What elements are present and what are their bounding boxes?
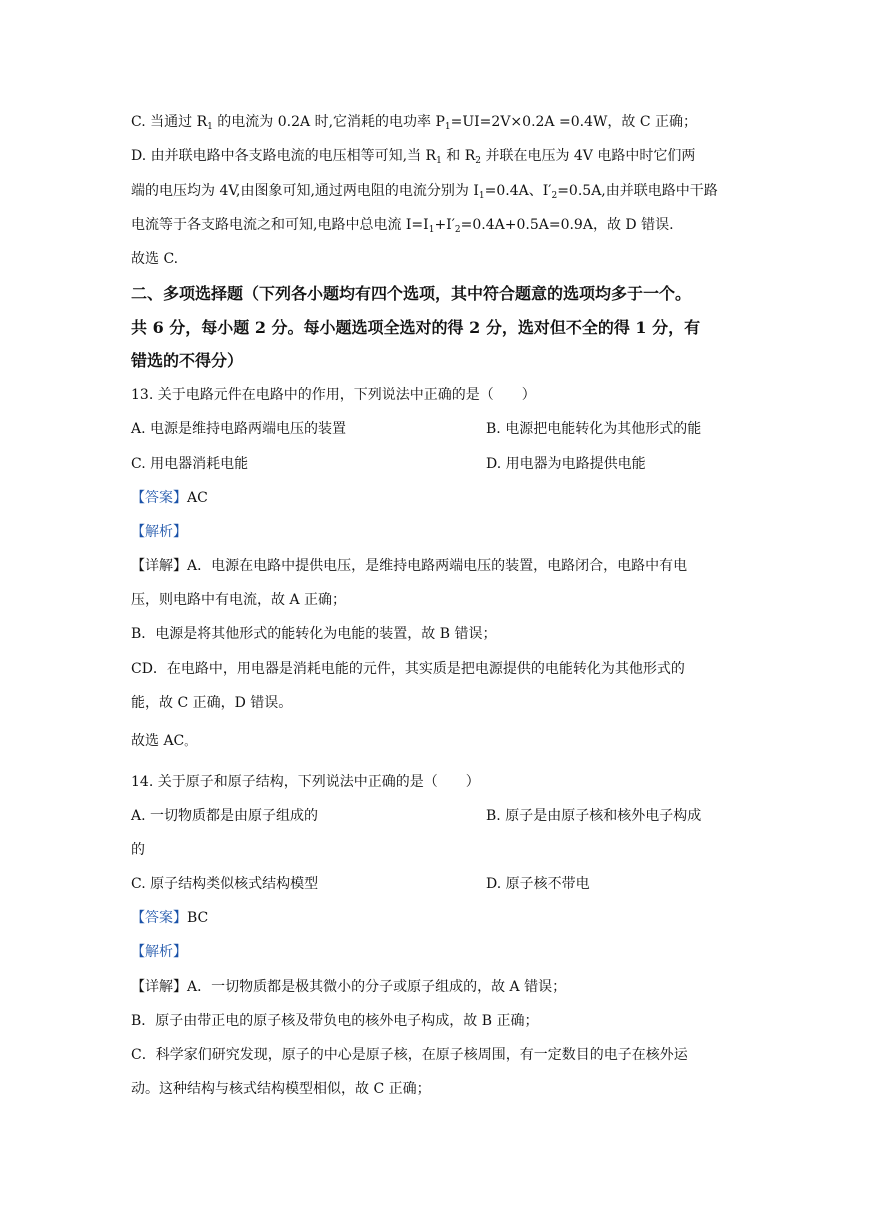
answer-tag: 【答案】 bbox=[131, 490, 187, 506]
subscript: 2 bbox=[551, 191, 558, 201]
text: D. 由并联电路中各支路电流的电压相等可知,当 R bbox=[131, 148, 437, 164]
q13-detail-line1 bbox=[131, 557, 687, 575]
answer-value: AC bbox=[187, 490, 208, 506]
q14-option-d: D. 原子核不带电 bbox=[486, 876, 590, 892]
text: =0.5A,由并联电路中干路 bbox=[557, 183, 718, 199]
q13-option-a: A. 电源是维持电路两端电压的装置 bbox=[131, 421, 347, 437]
detail-text: A．一切物质都是极其微小的分子或原子组成的，故 A 错误； bbox=[187, 979, 567, 995]
section-heading-line3: 错选的不得分） bbox=[131, 351, 244, 370]
subscript: 1 bbox=[207, 122, 213, 132]
text: 端的电压均为 4V,由图象可知,通过两电阻的电流分别为 I bbox=[131, 183, 479, 199]
subscript: 2 bbox=[475, 156, 481, 166]
q13-option-b: B. 电源把电能转化为其他形式的能 bbox=[486, 421, 702, 437]
q12-option-d-analysis-line1 bbox=[131, 147, 695, 167]
q13-stem: 13. 关于电路元件在电路中的作用，下列说法中正确的是（ ） bbox=[131, 387, 536, 403]
q14-option-c: C. 原子结构类似核式结构模型 bbox=[131, 876, 319, 892]
text: 的电流为 0.2A 时,它消耗的电功率 P bbox=[212, 114, 445, 130]
conclusion-text: 故选 AC bbox=[131, 733, 185, 749]
q14-option-b-continued: 的 bbox=[131, 842, 145, 858]
q13-option-d: D. 用电器为电路提供电能 bbox=[486, 456, 646, 472]
q12-conclusion: 故选 C. bbox=[131, 251, 179, 267]
subscript: 1 bbox=[478, 191, 485, 201]
subscript: 1 bbox=[436, 156, 442, 166]
text: C. 当通过 R bbox=[131, 114, 208, 130]
q14-stem: 14. 关于原子和原子结构，下列说法中正确的是（ ） bbox=[131, 774, 480, 790]
q14-answer bbox=[131, 909, 208, 927]
subscript: 1 bbox=[444, 122, 451, 132]
q13-conclusion bbox=[131, 732, 195, 751]
detail-text: A．电源在电路中提供电压，是维持电路两端电压的装置，电路闭合，电路中有电 bbox=[187, 558, 688, 574]
answer-value: BC bbox=[187, 910, 209, 926]
q14-detail-line4: 动。这种结构与核式结构模型相似，故 C 正确； bbox=[131, 1081, 431, 1097]
q13-option-c: C. 用电器消耗电能 bbox=[131, 456, 249, 472]
q14-analysis-tag: 【解析】 bbox=[131, 944, 187, 960]
subscript: 2 bbox=[454, 225, 461, 235]
q12-option-d-analysis-line3 bbox=[131, 216, 674, 236]
section-heading-line1: 二、多项选择题（下列各小题均有四个选项，其中符合题意的选项均多于一个。 bbox=[131, 284, 692, 303]
q13-answer bbox=[131, 489, 208, 507]
text: =0.4A、I′ bbox=[484, 183, 552, 199]
q13-detail-line2: 压，则电路中有电流，故 A 正确； bbox=[131, 592, 347, 608]
detail-tag: 【详解】 bbox=[131, 558, 187, 574]
q14-detail-line3: C．科学家们研究发现，原子的中心是原子核，在原子核周围，有一定数目的电子在核外运 bbox=[131, 1047, 688, 1063]
section-heading-line2: 共 6 分，每小题 2 分。每小题选项全选对的得 2 分，选对但不全的得 1 分，有 bbox=[131, 318, 701, 337]
text: 并联在电压为 4V 电路中时它们两 bbox=[481, 148, 696, 164]
text: +I′ bbox=[434, 217, 455, 233]
subscript: 1 bbox=[428, 225, 435, 235]
text: 和 R bbox=[441, 148, 476, 164]
text: =0.4A+0.5A=0.9A，故 D 错误. bbox=[460, 217, 674, 233]
q13-analysis-tag: 【解析】 bbox=[131, 524, 187, 540]
q14-option-b: B. 原子是由原子核和核外电子构成 bbox=[486, 808, 702, 824]
q14-option-a: A. 一切物质都是由原子组成的 bbox=[131, 808, 319, 824]
text: =UI=2V×0.2A =0.4W，故 C 正确； bbox=[450, 114, 697, 130]
q12-option-c-analysis bbox=[131, 113, 697, 133]
q12-option-d-analysis-line2 bbox=[131, 182, 718, 202]
q14-detail-line1 bbox=[131, 978, 566, 996]
answer-tag: 【答案】 bbox=[131, 910, 187, 926]
conclusion-mark: 。 bbox=[184, 735, 196, 748]
q13-detail-line3: B．电源是将其他形式的能转化为电能的装置，故 B 错误； bbox=[131, 626, 497, 642]
q14-detail-line2: B．原子由带正电的原子核及带负电的核外电子构成，故 B 正确； bbox=[131, 1013, 539, 1029]
q13-detail-line5: 能，故 C 正确，D 错误。 bbox=[131, 695, 293, 711]
text: 电流等于各支路电流之和可知,电路中总电流 I=I bbox=[131, 217, 429, 233]
q13-detail-line4: CD．在电路中，用电器是消耗电能的元件，其实质是把电源提供的电能转化为其他形式的 bbox=[131, 661, 685, 677]
detail-tag: 【详解】 bbox=[131, 979, 187, 995]
